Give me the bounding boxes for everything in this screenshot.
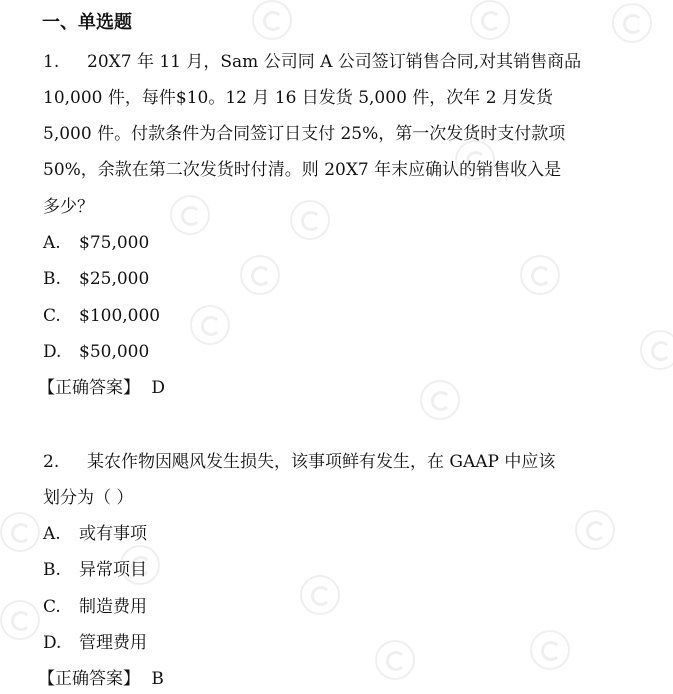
question-2-number: 2. bbox=[43, 452, 60, 472]
question-1-option-a: A. $75,000 bbox=[43, 233, 150, 253]
watermark-icon bbox=[640, 330, 673, 370]
watermark-icon bbox=[575, 510, 615, 550]
question-2-option-a: A. 或有事项 bbox=[43, 524, 147, 544]
watermark-icon bbox=[300, 575, 340, 615]
question-1-line-3: 5,000 件。付款条件为合同签订日支付 25%，第一次发货时支付款项 bbox=[43, 124, 566, 144]
question-1-option-d: D. $50,000 bbox=[43, 342, 150, 362]
question-2-option-d: D. 管理费用 bbox=[43, 633, 147, 653]
question-2-answer bbox=[38, 668, 164, 690]
question-2-line-2: 划分为（ ） bbox=[43, 488, 134, 508]
watermark-icon bbox=[240, 255, 280, 295]
question-1-line-5: 多少？ bbox=[43, 197, 94, 217]
section-title: 一、单选题 bbox=[42, 12, 132, 33]
question-2-option-c: C. 制造费用 bbox=[43, 597, 147, 617]
answer-value: D bbox=[151, 378, 166, 398]
question-2-line-1: 2. 某农作物因飓风发生损失，该事项鲜有发生，在 GAAP 中应该 bbox=[43, 452, 556, 472]
watermark-icon bbox=[170, 195, 210, 235]
watermark-icon bbox=[612, 3, 652, 43]
watermark-icon bbox=[290, 200, 330, 240]
question-1-line-2: 10,000 件，每件$10。12 月 16 日发货 5,000 件，次年 2 月发货 bbox=[43, 88, 553, 108]
question-1-line-4: 50%，余款在第二次发货时付清。则 20X7 年末应确认的销售收入是 bbox=[43, 160, 562, 180]
answer-label: 【正确答案】 bbox=[38, 378, 140, 398]
watermark-icon bbox=[530, 630, 570, 670]
question-1-line-1: 1. 20X7 年 11 月，Sam 公司同 A 公司签订销售合同,对其销售商品 bbox=[43, 52, 582, 72]
watermark-icon bbox=[375, 640, 415, 680]
watermark-icon bbox=[470, 0, 510, 40]
watermark-icon bbox=[190, 305, 230, 345]
watermark-icon bbox=[0, 512, 40, 552]
watermark-icon bbox=[252, 0, 292, 40]
question-1-answer bbox=[38, 377, 165, 399]
watermark-icon bbox=[420, 380, 460, 420]
question-1-option-c: C. $100,000 bbox=[43, 306, 161, 326]
answer-label: 【正确答案】 bbox=[38, 669, 140, 689]
watermark-icon bbox=[0, 600, 40, 640]
question-2-option-b: B. 异常项目 bbox=[43, 560, 147, 580]
question-1-number: 1. bbox=[43, 52, 60, 72]
question-1-option-b: B. $25,000 bbox=[43, 269, 150, 289]
watermark-icon bbox=[520, 255, 560, 295]
answer-value: B bbox=[151, 669, 164, 689]
